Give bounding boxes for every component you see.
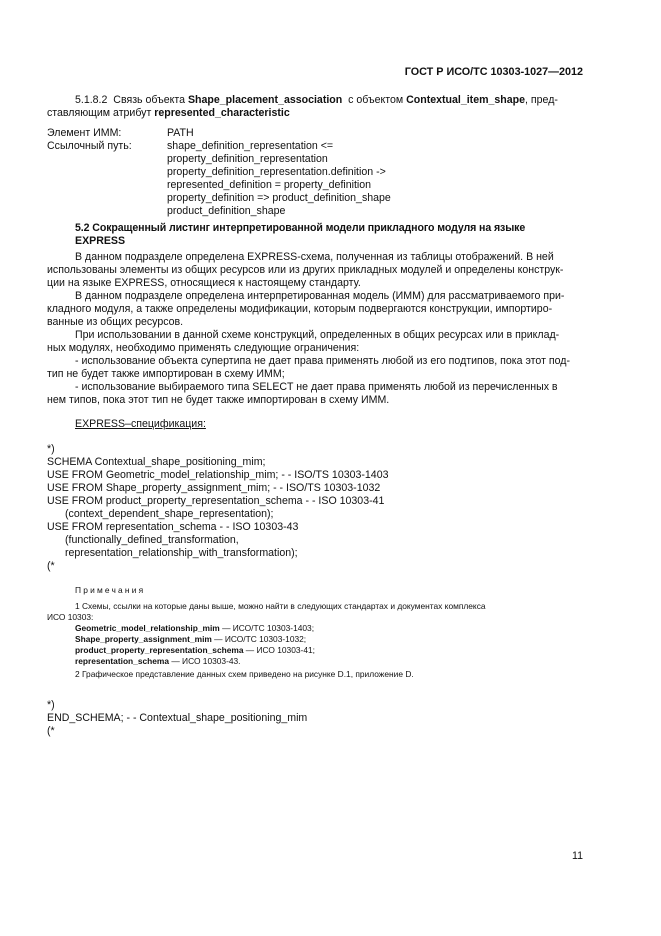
paragraph-line: использованы элементы из общих ресурсов или из других прикладных модулей и определены конструк- (47, 264, 564, 276)
note-reference: Shape_property_assignment_mim — ИСО/ТС 10303-1032; (75, 634, 307, 644)
code-line: representation_relationship_with_transformation); (65, 547, 298, 559)
reference-path-line: shape_definition_representation <= (167, 140, 334, 152)
code-line: USE FROM Shape_property_assignment_mim; - - ISO/TS 10303-1032 (47, 482, 381, 494)
attribute-represented-characteristic: represented_characteristic (154, 107, 290, 119)
code-line: SCHEMA Contextual_shape_positioning_mim; (47, 456, 266, 468)
clause-5-1-8-2-line1: 5.1.8.2 Связь объекта Shape_placement_association с объектом Contextual_item_shape, пред- (75, 94, 558, 106)
paragraph-line: тип не будет также импортирован в схему ИММ; (47, 368, 285, 380)
reference-path-line: property_definition_representation.definition -> (167, 166, 386, 178)
note-reference: Geometric_model_relationship_mim — ИСО/ТС 10303-1403; (75, 623, 315, 633)
paragraph-line: - использование объекта супертипа не дает права применять любой из его подтипов, пока этот под- (75, 355, 570, 367)
element-label: Элемент ИММ: (47, 127, 122, 139)
section-5-2-heading: 5.2 Сокращенный листинг интерпретированной модели прикладного модуля на языке (75, 222, 526, 234)
document-number: ГОСТ Р ИСО/ТС 10303-1027—2012 (404, 66, 583, 78)
code-line: (* (47, 560, 55, 572)
note-2-text: 2 Графическое представление данных схем приведено на рисунке D.1, приложение D. (75, 669, 414, 679)
note-reference: product_property_representation_schema — ИСО 10303-41; (75, 645, 315, 655)
note-reference: representation_schema — ИСО 10303-43. (75, 656, 241, 666)
reference-path-line: property_definition_representation (167, 153, 328, 165)
clause-5-1-8-2-line2: ставляющим атрибут represented_characteristic (47, 107, 290, 119)
reference-path-line: property_definition => product_definition_shape (167, 192, 391, 204)
paragraph-line: ванные из общих ресурсов. (47, 316, 184, 328)
code-line: (functionally_defined_transformation, (65, 534, 239, 546)
paragraph-line: В данном подразделе определена интерпретированная модель (ИММ) для рассматриваемого при- (75, 290, 565, 302)
code-line: (context_dependent_shape_representation); (65, 508, 274, 520)
code-line: USE FROM Geometric_model_relationship_mim; - - ISO/TS 10303-1403 (47, 469, 389, 481)
paragraph-line: ции на языке EXPRESS, относящиеся к настоящему стандарту. (47, 277, 361, 289)
reference-path-line: product_definition_shape (167, 205, 286, 217)
reference-path-line: represented_definition = property_definition (167, 179, 372, 191)
paragraph-line: - использование выбираемого типа SELECT не дает права применять любой из перечисленных в (75, 381, 558, 393)
express-specification-label: EXPRESS–спецификация: (75, 418, 206, 430)
code-line: USE FROM product_property_representation_schema - - ISO 10303-41 (47, 495, 385, 507)
paragraph-line: При использовании в данной схеме конструкций, определенных в общих ресурсах или в приклад- (75, 329, 560, 341)
code-line: *) (47, 699, 55, 711)
notes-title: Примечания (75, 585, 146, 595)
code-line: END_SCHEMA; - - Contextual_shape_positioning_mim (47, 712, 308, 724)
paragraph-line: В данном подразделе определена EXPRESS-схема, полученная из таблицы отображений. В ней (75, 251, 554, 263)
clause-number: 5.1.8.2 (75, 94, 108, 106)
paragraph-line: кладного модуля, а также определены модификации, которым подвергаются конструкции, импортиро- (47, 303, 553, 315)
element-value: PATH (167, 127, 194, 139)
code-line: *) (47, 443, 55, 455)
reference-path-label: Ссылочный путь: (47, 140, 132, 152)
section-5-2-heading-cont: EXPRESS (75, 235, 126, 247)
note-1-text-cont: ИСО 10303: (47, 612, 94, 622)
code-line: (* (47, 725, 55, 737)
entity-contextual-item-shape: Contextual_item_shape (406, 94, 526, 106)
note-1-text: 1 Схемы, ссылки на которые даны выше, можно найти в следующих стандартах и документах комплекса (75, 601, 486, 611)
paragraph-line: нем типов, пока этот тип не будет также импортирован в схему ИММ. (47, 394, 390, 406)
entity-shape-placement-association: Shape_placement_association (187, 94, 343, 106)
page-number: 11 (572, 850, 583, 862)
code-line: USE FROM representation_schema - - ISO 10303-43 (47, 521, 299, 533)
paragraph-line: ных модулях, необходимо применять следующие ограничения: (47, 342, 360, 354)
